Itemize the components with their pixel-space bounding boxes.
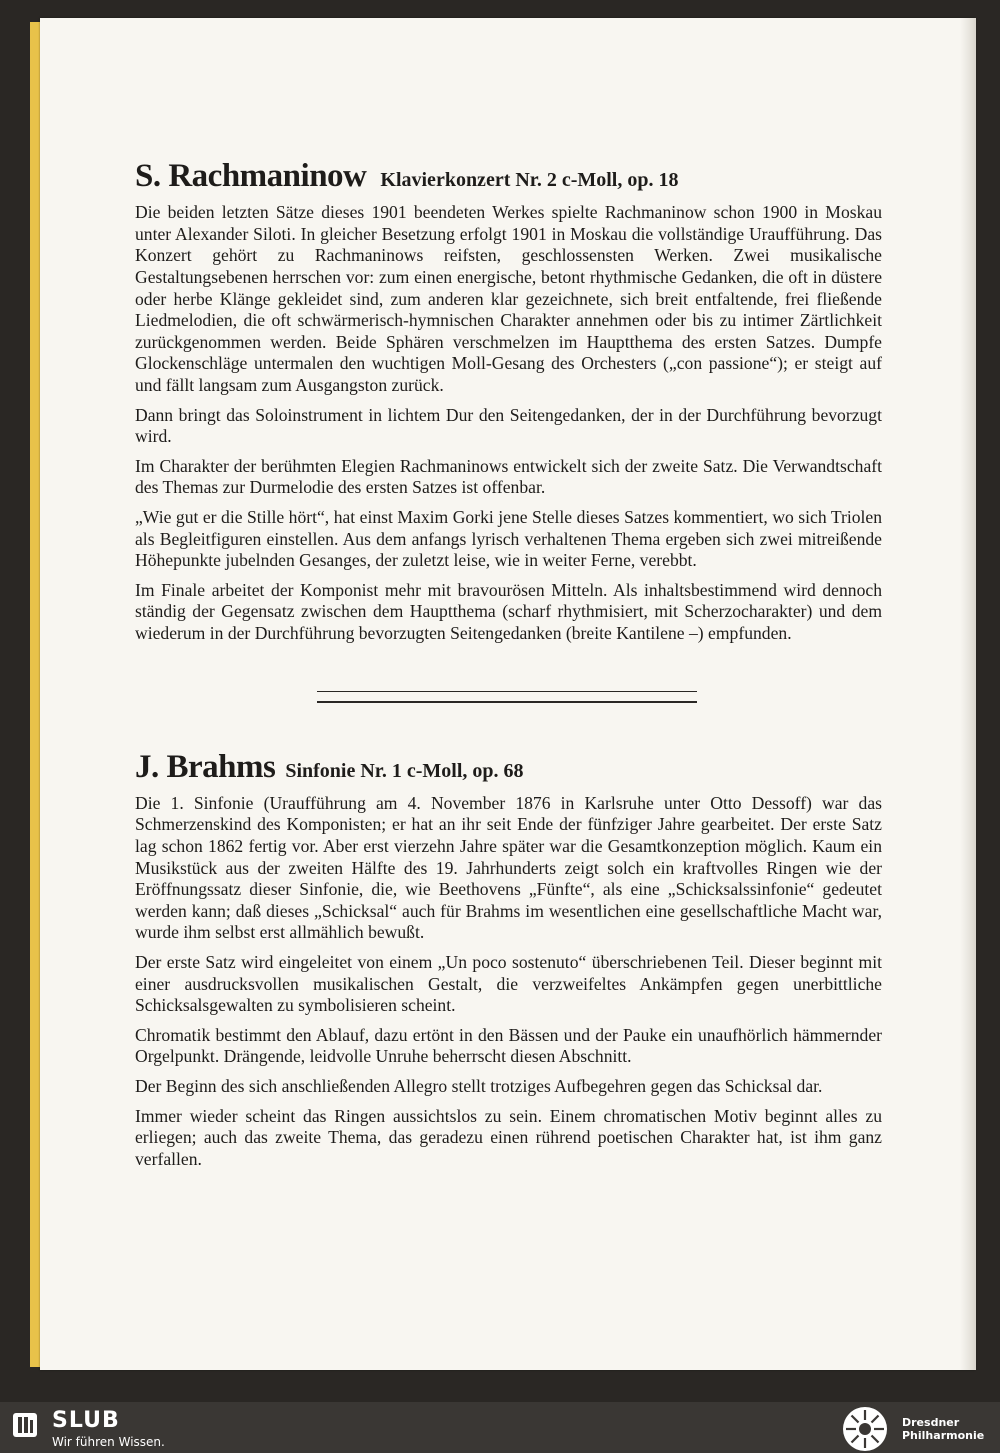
work-title: Klavierkonzert Nr. 2 c-Moll, op. 18 bbox=[380, 169, 679, 191]
paragraph: Chromatik bestimmt den Ablauf, dazu ertönt in den Bässen und der Pauke ein unaufhörlich hämmernder Orgelpunkt. Drängende, leidvolle Unruhe beherrscht diesen Abschnitt. bbox=[135, 1024, 882, 1067]
divider-line bbox=[317, 691, 697, 693]
orchestra-name-line2: Philharmonie bbox=[902, 1429, 985, 1442]
composer-name: S. Rachmaninow bbox=[135, 158, 367, 194]
orchestra-name[interactable] bbox=[902, 1416, 984, 1442]
orchestra-name-line1: Dresdner bbox=[902, 1416, 960, 1429]
philharmonie-logo-icon bbox=[842, 1406, 888, 1452]
library-name[interactable]: SLUB bbox=[52, 1408, 120, 1433]
divider-line bbox=[317, 701, 697, 703]
library-tagline: Wir führen Wissen. bbox=[52, 1435, 165, 1449]
page-fold-shadow bbox=[960, 18, 976, 1370]
section-heading bbox=[135, 158, 882, 194]
paragraph: Die 1. Sinfonie (Uraufführung am 4. November 1876 in Karlsruhe unter Otto Dessoff) war das Schmerzenskind des Komponisten; er hat an ihr seit Ende der fünfziger Jahre gearbeitet. Der erste Satz lag schon 1862 fertig vor. Aber erst vierzehn Jahre später war die Gesamtkonzeption möglich. Kaum ein Musikstück aus der zweiten Hälfte des 19. Jahrhunderts zeigt solch ein kraftvolles Ringen wie der Eröffnungssatz dieser Sinfonie, die, wie Beethovens „Fünfte“, als eine „Schicksalssinfonie“ gedeutet werden kann; daß dieses „Schicksal“ auch für Brahms im wesentlichen eine gesellschaftliche Macht war, wurde ihm selbst erst allmählich bewußt. bbox=[135, 792, 882, 943]
slub-logo-icon bbox=[12, 1412, 38, 1438]
section-brahms bbox=[135, 749, 882, 1171]
article-content bbox=[135, 158, 882, 1178]
composer-name: J. Brahms bbox=[135, 748, 276, 785]
paragraph: Im Charakter der berühmten Elegien Rachmaninows entwickelt sich der zweite Satz. Die Verwandtschaft des Themas zur Durmelodie des ersten Satzes ist offenbar. bbox=[135, 455, 882, 498]
work-title: Sinfonie Nr. 1 c-Moll, op. 68 bbox=[285, 759, 524, 782]
section-divider bbox=[317, 691, 697, 703]
paragraph: Die beiden letzten Sätze dieses 1901 beendeten Werkes spielte Rachmaninow schon 1900 in Moskau unter Alexander Siloti. In gleicher Besetzung erfolgt 1901 in Moskau die vollständige Uraufführung. Das Konzert gehört zu Rachmaninows reifsten, geschlossensten Werken. Zwei musikalische Gestaltungsebenen herrschen vor: zum einen energische, betont rhythmische Gedanken, die oft in düstere oder herbe Klänge gekleidet sind, zum anderen klar gezeichnete, sich breit entfaltende, frei fließende Liedmelodien, die oft schwärmerisch-hymnischen Charakter annehmen oder bis zu intimer Zärtlichkeit zurückgenommen werden. Beide Sphären verschmelzen im Hauptthema des ersten Satzes. Dumpfe Glockenschläge untermalen den wuchtigen Moll-Gesang des Orchesters („con passione“); er steigt auf und fällt langsam zum Ausgangston zurück. bbox=[135, 202, 882, 396]
paragraph: Im Finale arbeitet der Komponist mehr mit bravourösen Mitteln. Als inhaltsbestimmend wird dennoch ständig der Gegensatz zwischen dem Hauptthema (scharf rhythmisiert, mit Scherzocharakter) und dem wiederum in der Durchführung bevorzugten Seitengedanken (breite Kantilene –) empfunden. bbox=[135, 579, 882, 643]
paragraph: „Wie gut er die Stille hört“, hat einst Maxim Gorki jene Stelle dieses Satzes kommentiert, wo sich Triolen als Begleitfiguren einstellen. Aus dem anfangs lyrisch verhaltenen Thema ergeben sich zwei mitreißende Höhepunkte jubelnden Gesanges, der zuletzt leise, wie in weiter Ferne, verebbt. bbox=[135, 507, 882, 571]
paragraph: Der Beginn des sich anschließenden Allegro stellt trotziges Aufbegehren gegen das Schicksal dar. bbox=[135, 1076, 823, 1096]
yellow-page-edge bbox=[30, 22, 40, 1367]
section-heading bbox=[135, 749, 882, 785]
paragraph: Immer wieder scheint das Ringen aussichtslos zu sein. Einem chromatischen Motiv beginnt alles zu erliegen; auch das zweite Thema, das geradezu einen rührend poetischen Charakter hat, ist ihm ganz verfallen. bbox=[135, 1105, 882, 1169]
paragraph: Der erste Satz wird eingeleitet von einem „Un poco sostenuto“ überschriebenen Teil. Dieser beginnt mit einer ausdrucksvollen musikalischen Gestalt, die verzweifeltes Ankämpfen gegen unerbittliche Schicksalsgewalten zu symbolisieren scheint. bbox=[135, 952, 882, 1016]
section-rachmaninow bbox=[135, 158, 882, 645]
footer-bar bbox=[0, 1402, 1000, 1453]
paragraph: Dann bringt das Soloinstrument in lichtem Dur den Seitengedanken, der in der Durchführung bevorzugt wird. bbox=[135, 404, 882, 447]
